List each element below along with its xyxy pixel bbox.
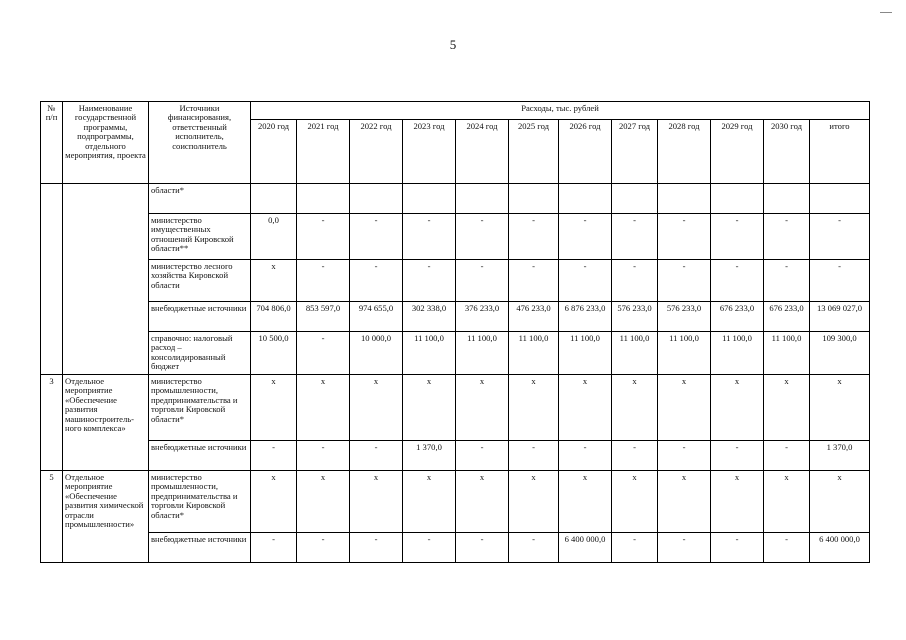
funding-source: внебюджетные источники [149, 440, 251, 470]
funding-source: министерство лесного хозяйства Кировской области [149, 260, 251, 302]
expense-value [509, 184, 559, 214]
expense-value [810, 184, 870, 214]
expense-value: - [350, 214, 403, 260]
header-year: итого [810, 120, 870, 184]
expense-value: x [251, 260, 297, 302]
expense-value: x [612, 374, 658, 440]
expense-value: 1 370,0 [403, 440, 456, 470]
table-row [41, 532, 870, 562]
expense-value: - [509, 260, 559, 302]
table-row [41, 260, 870, 302]
expense-value: 576 233,0 [612, 302, 658, 332]
scan-artifact [880, 12, 892, 13]
table-row [41, 440, 870, 470]
expense-value [612, 184, 658, 214]
expense-value [559, 184, 612, 214]
expense-value: x [251, 470, 297, 532]
table-row [41, 184, 870, 214]
expense-value: - [456, 260, 509, 302]
expense-value: 6 400 000,0 [810, 532, 870, 562]
expense-value: - [559, 440, 612, 470]
expense-value: - [658, 440, 711, 470]
expense-value: - [559, 260, 612, 302]
expense-value: - [456, 214, 509, 260]
item-number: 3 [41, 374, 63, 470]
expense-value: - [612, 532, 658, 562]
expense-value: - [456, 440, 509, 470]
expense-value: - [764, 532, 810, 562]
header-year: 2023 год [403, 120, 456, 184]
expense-value: 1 370,0 [810, 440, 870, 470]
expense-value: - [403, 214, 456, 260]
expense-value: - [350, 532, 403, 562]
expense-value: x [297, 470, 350, 532]
expense-value: x [403, 470, 456, 532]
expense-value: 853 597,0 [297, 302, 350, 332]
expense-value: 704 806,0 [251, 302, 297, 332]
expense-value: x [764, 374, 810, 440]
header-year: 2029 год [711, 120, 764, 184]
header-year: 2022 год [350, 120, 403, 184]
expense-value: - [711, 214, 764, 260]
expense-value: x [350, 470, 403, 532]
table-row [41, 470, 870, 532]
expense-value: - [350, 440, 403, 470]
expense-value: x [711, 374, 764, 440]
table-row [41, 214, 870, 260]
table-row [41, 374, 870, 440]
expense-value: - [297, 214, 350, 260]
header-year: 2020 год [251, 120, 297, 184]
funding-source: внебюджетные источники [149, 532, 251, 562]
expense-value: - [764, 440, 810, 470]
expense-value: 11 100,0 [764, 332, 810, 375]
expense-value: 11 100,0 [509, 332, 559, 375]
expense-value: - [711, 532, 764, 562]
expense-value: - [456, 532, 509, 562]
expense-value: x [658, 374, 711, 440]
expense-value: x [251, 374, 297, 440]
expense-value: x [810, 374, 870, 440]
expense-value: - [509, 214, 559, 260]
expense-value: 10 000,0 [350, 332, 403, 375]
expense-value: 11 100,0 [612, 332, 658, 375]
header-year: 2024 год [456, 120, 509, 184]
expense-value: x [810, 470, 870, 532]
header-year: 2028 год [658, 120, 711, 184]
expense-value: x [350, 374, 403, 440]
expense-value: 676 233,0 [711, 302, 764, 332]
expense-value: - [658, 214, 711, 260]
header-year: 2030 год [764, 120, 810, 184]
expense-value: - [612, 260, 658, 302]
expense-value: 10 500,0 [251, 332, 297, 375]
expense-value: - [711, 260, 764, 302]
expense-value: 11 100,0 [711, 332, 764, 375]
expense-value: x [456, 470, 509, 532]
expense-value: - [509, 532, 559, 562]
funding-source: министерство промышленности, предпринимательства и торговли Кировской области* [149, 470, 251, 532]
expense-value: x [764, 470, 810, 532]
expense-value: 109 300,0 [810, 332, 870, 375]
expense-value: - [297, 440, 350, 470]
expense-value [403, 184, 456, 214]
funding-source: министерство промышленности, предпринимательства и торговли Кировской области* [149, 374, 251, 440]
expense-value: 11 100,0 [456, 332, 509, 375]
expense-value [456, 184, 509, 214]
expense-value: - [251, 440, 297, 470]
expense-value: - [350, 260, 403, 302]
expense-value: 11 100,0 [658, 332, 711, 375]
funding-source: внебюджетные источники [149, 302, 251, 332]
expense-value: x [559, 470, 612, 532]
expense-value: x [403, 374, 456, 440]
expense-value: x [297, 374, 350, 440]
item-name: Отдельное мероприятие «Обеспечение развития химической отрасли промышленности» [63, 470, 149, 562]
expense-value: - [764, 260, 810, 302]
expense-value: - [810, 214, 870, 260]
expense-value: - [810, 260, 870, 302]
table-row [41, 302, 870, 332]
expense-value: 0,0 [251, 214, 297, 260]
expense-value: 576 233,0 [658, 302, 711, 332]
funding-source: области* [149, 184, 251, 214]
page-number: 5 [449, 37, 457, 52]
header-year: 2021 год [297, 120, 350, 184]
header-source: Источники финансирования, ответственный исполнитель, соисполнитель [149, 102, 251, 184]
expense-value: - [403, 260, 456, 302]
header-expenses-title: Расходы, тыс. рублей [251, 102, 870, 120]
expense-value: 6 400 000,0 [559, 532, 612, 562]
expense-value: - [297, 532, 350, 562]
header-no: № п/п [41, 102, 63, 184]
expense-value: x [658, 470, 711, 532]
item-number [41, 184, 63, 375]
funding-source: министерство имущественных отношений Кировской области** [149, 214, 251, 260]
expense-value: 974 655,0 [350, 302, 403, 332]
expense-value [251, 184, 297, 214]
expense-value [297, 184, 350, 214]
expense-value: 11 100,0 [403, 332, 456, 375]
expense-value [764, 184, 810, 214]
expense-value [658, 184, 711, 214]
expense-value: - [764, 214, 810, 260]
expense-value: - [297, 260, 350, 302]
expense-value: 476 233,0 [509, 302, 559, 332]
expense-value: - [612, 214, 658, 260]
expense-value: 6 876 233,0 [559, 302, 612, 332]
expense-value [350, 184, 403, 214]
header-year: 2026 год [559, 120, 612, 184]
expense-value: x [711, 470, 764, 532]
expense-value: x [456, 374, 509, 440]
expense-value: x [509, 470, 559, 532]
funding-source: справочно: налоговый расход – консолидированный бюджет [149, 332, 251, 375]
expense-value: - [658, 260, 711, 302]
expense-value: - [251, 532, 297, 562]
expenses-table [40, 101, 870, 563]
expense-value: - [403, 532, 456, 562]
header-year: 2025 год [509, 120, 559, 184]
expense-value: x [559, 374, 612, 440]
item-name [63, 184, 149, 375]
expense-value: - [612, 440, 658, 470]
expense-value: - [658, 532, 711, 562]
expense-value: - [711, 440, 764, 470]
expense-value [711, 184, 764, 214]
expense-value: x [509, 374, 559, 440]
expense-value: 376 233,0 [456, 302, 509, 332]
expense-value: - [509, 440, 559, 470]
item-name: Отдельное мероприятие «Обеспечение развития машиностроитель-ного комплекса» [63, 374, 149, 470]
expense-value: 676 233,0 [764, 302, 810, 332]
expense-value: 302 338,0 [403, 302, 456, 332]
expense-value: - [297, 332, 350, 375]
expense-value: 13 069 027,0 [810, 302, 870, 332]
table-row [41, 332, 870, 375]
item-number: 5 [41, 470, 63, 562]
expense-value: 11 100,0 [559, 332, 612, 375]
expense-value: - [559, 214, 612, 260]
header-year: 2027 год [612, 120, 658, 184]
header-name: Наименование государственной программы, подпрограммы, отдельного мероприятия, проекта [63, 102, 149, 184]
expense-value: x [612, 470, 658, 532]
